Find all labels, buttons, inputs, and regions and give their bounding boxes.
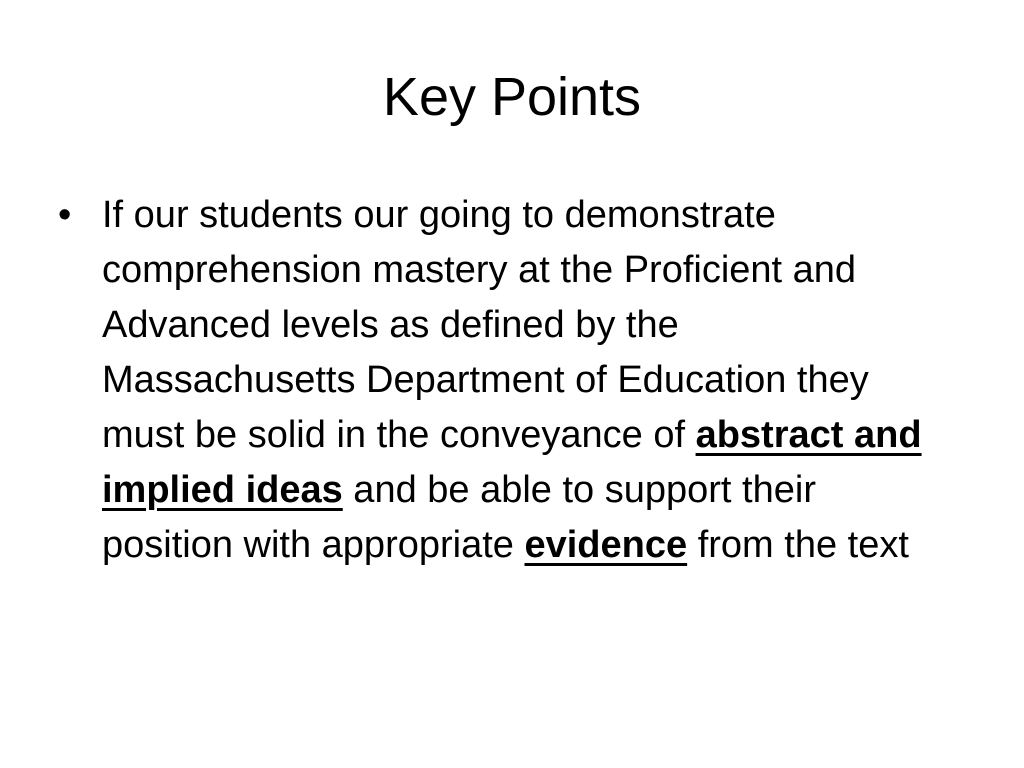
bullet-icon: •	[58, 194, 72, 236]
emphasized-word-evidence: evidence	[524, 524, 688, 566]
bullet-text-part-2: and be able to support their position with appropriate	[102, 469, 816, 566]
bullet-text-part-3: from the text	[687, 524, 909, 566]
bullet-text-part-1: If our students our going to demonstrate comprehension mastery at the Proficient and Advanced levels as defined by the Massachusetts Department of Education they must be solid in the conveyance of	[102, 194, 869, 456]
bullet-list	[58, 188, 938, 573]
slide-title: Key Points	[382, 67, 642, 127]
bullet-item	[58, 188, 938, 573]
emphasized-phrase-abstract-ideas: abstract and implied ideas	[102, 414, 922, 511]
